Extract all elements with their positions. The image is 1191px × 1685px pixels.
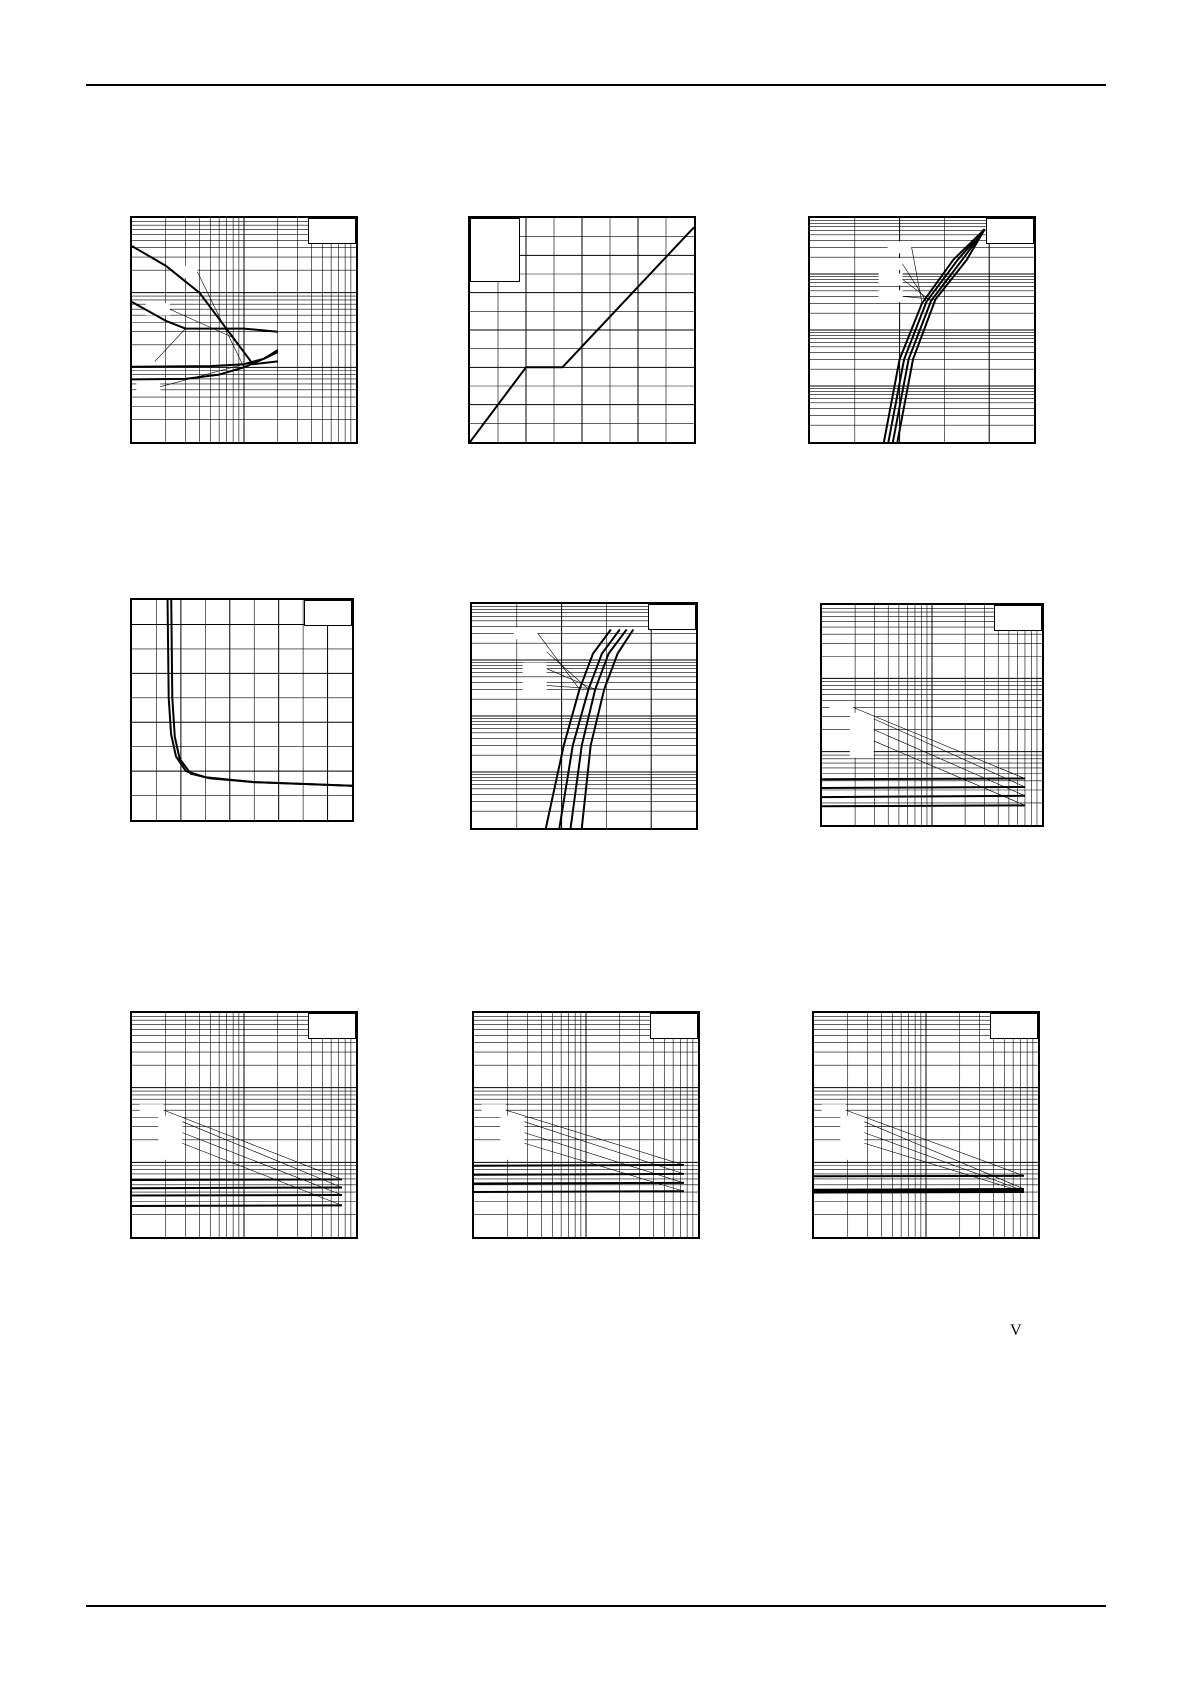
fig3-grid	[810, 218, 1034, 442]
fig9-label-patch-3	[840, 1137, 864, 1149]
fig9-series-b	[814, 1189, 1024, 1190]
fig7-label-patch-4	[158, 1148, 182, 1160]
fig4-grid	[132, 600, 352, 820]
fig3-label-patch-1	[879, 258, 903, 270]
fig7-leader-2	[182, 1133, 342, 1195]
fig8-series-d	[474, 1191, 684, 1192]
footer-rule	[86, 1605, 1106, 1607]
fig5-legend-box	[648, 604, 696, 630]
fig7-svg	[132, 1013, 356, 1237]
fig2-legend-box	[470, 218, 520, 282]
fig6-svg	[822, 605, 1042, 825]
fig6-series-a	[822, 779, 1025, 780]
fig5-label-patch-2	[523, 663, 547, 675]
fig8-series-a	[474, 1165, 684, 1166]
fig7-series-a	[132, 1179, 342, 1180]
fig6-series-d	[822, 805, 1025, 806]
fig8-label-patch-3	[500, 1137, 524, 1149]
fig8-leader-0	[506, 1110, 684, 1165]
chart-fig7	[130, 1011, 358, 1239]
fig8-legend-box	[650, 1013, 698, 1039]
fig4-series-b	[171, 600, 352, 786]
fig8-label-patch-1	[500, 1116, 524, 1128]
chart-fig9	[812, 1011, 1040, 1239]
fig7-label-patch-3	[158, 1137, 182, 1149]
fig8-series-b	[474, 1174, 684, 1175]
fig3-legend-box	[986, 218, 1034, 244]
fig7-leader-1	[182, 1122, 342, 1188]
fig4-legend-box	[304, 600, 352, 626]
fig7-label-patch-1	[158, 1116, 182, 1128]
fig1-legend-box	[308, 218, 356, 244]
chart-fig2	[468, 216, 696, 444]
fig7-series-b	[132, 1188, 342, 1189]
fig4-series-a	[167, 600, 352, 786]
stray-v-label: V	[1010, 1322, 1022, 1339]
fig6-series-c	[822, 796, 1025, 797]
chart-fig4	[130, 598, 354, 822]
fig5-label-patch-1	[523, 646, 547, 658]
fig7-label-patch-0	[140, 1104, 164, 1116]
fig6-label-patch-4	[850, 746, 874, 758]
fig6-legend-box	[994, 605, 1042, 631]
fig3-leader-0	[912, 247, 922, 303]
fig4-svg	[132, 600, 352, 820]
fig5-svg	[472, 604, 696, 828]
fig3-label-patch-3	[879, 290, 903, 302]
fig9-label-patch-0	[822, 1104, 846, 1116]
fig6-label-patch-2	[850, 724, 874, 736]
chart-fig3	[808, 216, 1036, 444]
fig7-series-c	[132, 1195, 342, 1196]
fig8-svg	[474, 1013, 698, 1237]
fig5-label-patch-3	[523, 680, 547, 692]
fig9-label-patch-1	[840, 1116, 864, 1128]
fig9-legend-box	[990, 1013, 1038, 1039]
fig9-label-patch-4	[840, 1148, 864, 1160]
fig1-label-patch-2	[136, 381, 160, 393]
fig1-svg	[132, 218, 356, 442]
fig7-leader-0	[164, 1110, 342, 1179]
fig9-svg	[814, 1013, 1038, 1237]
fig3-label-patch-2	[879, 273, 903, 285]
fig5-label-patch-0	[514, 627, 538, 639]
fig1-grid	[132, 218, 356, 442]
fig8-series-c	[474, 1183, 684, 1184]
fig3-svg	[810, 218, 1034, 442]
fig3-label-patch-0	[888, 241, 912, 253]
fig1-label-patch-0	[146, 303, 170, 315]
fig8-label-patch-0	[482, 1104, 506, 1116]
fig5-series-c	[571, 630, 627, 829]
chart-fig1	[130, 216, 358, 444]
fig9-label-patch-2	[840, 1127, 864, 1139]
header-rule	[86, 84, 1106, 86]
chart-fig8	[472, 1011, 700, 1239]
fig6-series-b	[822, 787, 1025, 788]
fig6-leader-2	[874, 730, 1025, 796]
fig7-legend-box	[308, 1013, 356, 1039]
fig7-series-d	[132, 1205, 342, 1206]
fig7-label-patch-2	[158, 1127, 182, 1139]
chart-fig5	[470, 602, 698, 830]
fig8-label-patch-2	[500, 1127, 524, 1139]
fig6-leader-1	[874, 719, 1025, 787]
fig1-leader-3	[197, 272, 244, 367]
fig5-grid	[472, 604, 696, 828]
fig6-label-patch-3	[850, 735, 874, 747]
fig6-label-patch-0	[829, 702, 853, 714]
fig8-label-patch-4	[500, 1148, 524, 1160]
chart-fig6	[820, 603, 1044, 827]
fig5-series-d	[582, 630, 634, 829]
fig9-leader-2	[864, 1133, 1024, 1191]
fig9-series-d	[814, 1192, 1024, 1193]
